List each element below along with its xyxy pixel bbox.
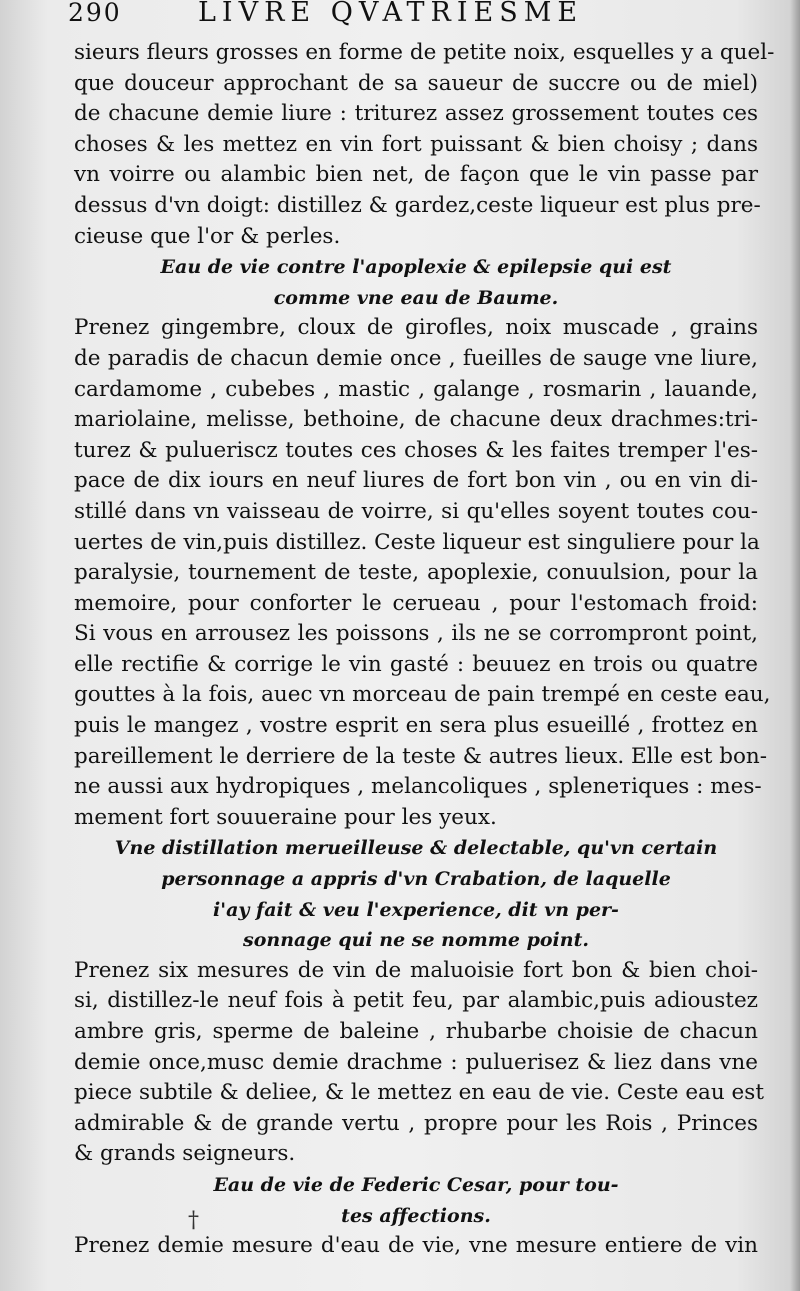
page-edge-shadow [790, 0, 800, 1291]
text-line: uertes de vin,puis distillez. Ceste liqueur est singuliere pour la [74, 529, 760, 555]
text-line: sieurs fleurs grosses en forme de petite noix, esquelles y a quel- [74, 40, 775, 65]
running-title: LIVRE QVATRIESME [198, 0, 584, 28]
text-line: Si vous en arrousez les poissons , ils ne se corrompront point, [74, 621, 758, 647]
heading-line: personnage a appris d'vn Crabation, de laquelle [161, 868, 671, 891]
page-number: 290 [68, 0, 122, 27]
heading-line: comme vne eau de Baume. [273, 286, 559, 309]
text-line: cardamome , cubebes , mastic , galange , rosmarin , lauande, [74, 376, 758, 402]
paragraph-2 [74, 313, 771, 833]
text-line: piece subtile & deliee, & le mettez en eau de vie. Ceste eau est [74, 1080, 764, 1106]
text-line: de paradis de chacun demie once , fueilles de sauge vne liure, [74, 345, 758, 371]
text-line: Prenez gingembre, cloux de girofles, noix muscade , grains [74, 315, 758, 341]
text-line: pareillement le derriere de la teste & autres lieux. Elle est bon- [74, 743, 768, 769]
paragraph-1 [74, 38, 775, 252]
text-line: que douceur approchant de sa saueur de succre ou de miel) [74, 70, 758, 96]
text-line: & grands seigneurs. [74, 1141, 296, 1167]
text-line: ambre gris, sperme de baleine , rhubarbe choisie de chacun [74, 1019, 758, 1044]
text-line: elle rectifie & corrige le vin gasté : beuuez en trois ou quatre [74, 651, 758, 677]
text-line: admirable & de grande vertu , propre pour les Rois , Princes [74, 1110, 758, 1136]
heading-line: sonnage qui ne se nomme point. [243, 929, 589, 952]
text-line: turez & pulueriscz toutes ces choses & les faites tremper l'es- [74, 437, 758, 463]
section-heading-3 [74, 1170, 758, 1231]
text-line: de chacune demie liure : triturez assez grossement toutes ces [74, 101, 758, 127]
paragraph-4 [74, 1231, 758, 1262]
text-line: mariolaine, melisse, bethoine, de chacune deux drachmes:tri- [74, 407, 758, 433]
text-line: pace de dix iours en neuf liures de fort bon vin , ou en vin di- [74, 468, 758, 494]
text-line: ne aussi aux hydropiques , melancoliques , spleneтiques : mes- [74, 774, 762, 800]
text-line: demie once,musc demie drachme : puluerisez & liez dans vne [74, 1049, 758, 1075]
heading-line: Vne distillation merueilleuse & delectable, qu'vn certain [114, 837, 718, 860]
section-heading-1 [74, 252, 758, 313]
page-body [74, 38, 775, 1262]
section-heading-2 [74, 833, 758, 955]
heading-line: i'ay fait & veu l'experience, dit vn per- [213, 898, 619, 921]
text-line: vn voirre ou alambic bien net, de façon que le vin passe par [74, 162, 758, 188]
text-line: stillé dans vn vaisseau de voirre, si qu'elles soyent toutes cou- [74, 498, 758, 524]
text-line: Prenez six mesures de vin de maluoisie fort bon & bien choi- [74, 957, 758, 983]
text-line: memoire, pour conforter le cerueau , pour l'estomach froid: [74, 590, 758, 616]
signature-mark: † [188, 1208, 199, 1233]
text-line: dessus d'vn doigt: distillez & gardez,ceste liqueur est plus pre- [74, 192, 761, 218]
text-line: si, distillez-le neuf fois à petit feu, par alambic,puis adioustez [74, 988, 758, 1014]
heading-line: tes affections. [341, 1204, 491, 1227]
text-line: cieuse que l'or & perles. [74, 223, 341, 249]
heading-line: Eau de vie contre l'apoplexie & epilepsie qui est [160, 256, 672, 279]
text-line: mement fort souueraine pour les yeux. [74, 804, 497, 830]
heading-line: Eau de vie de Federic Cesar, pour tou- [213, 1173, 619, 1196]
running-header [68, 0, 740, 30]
text-line: paralysie, tournement de teste, apoplexie, conuulsion, pour la [74, 560, 758, 586]
paragraph-3 [74, 956, 764, 1170]
text-line: gouttes à la fois, auec vn morceau de pain trempé en ceste eau, [74, 682, 771, 708]
text-line: Prenez demie mesure d'eau de vie, vne mesure entiere de vin [74, 1233, 758, 1259]
text-line: puis le mangez , vostre esprit en sera plus esueillé , frottez en [74, 713, 758, 739]
text-line: choses & les mettez en vin fort puissant & bien choisy ; dans [74, 131, 758, 157]
